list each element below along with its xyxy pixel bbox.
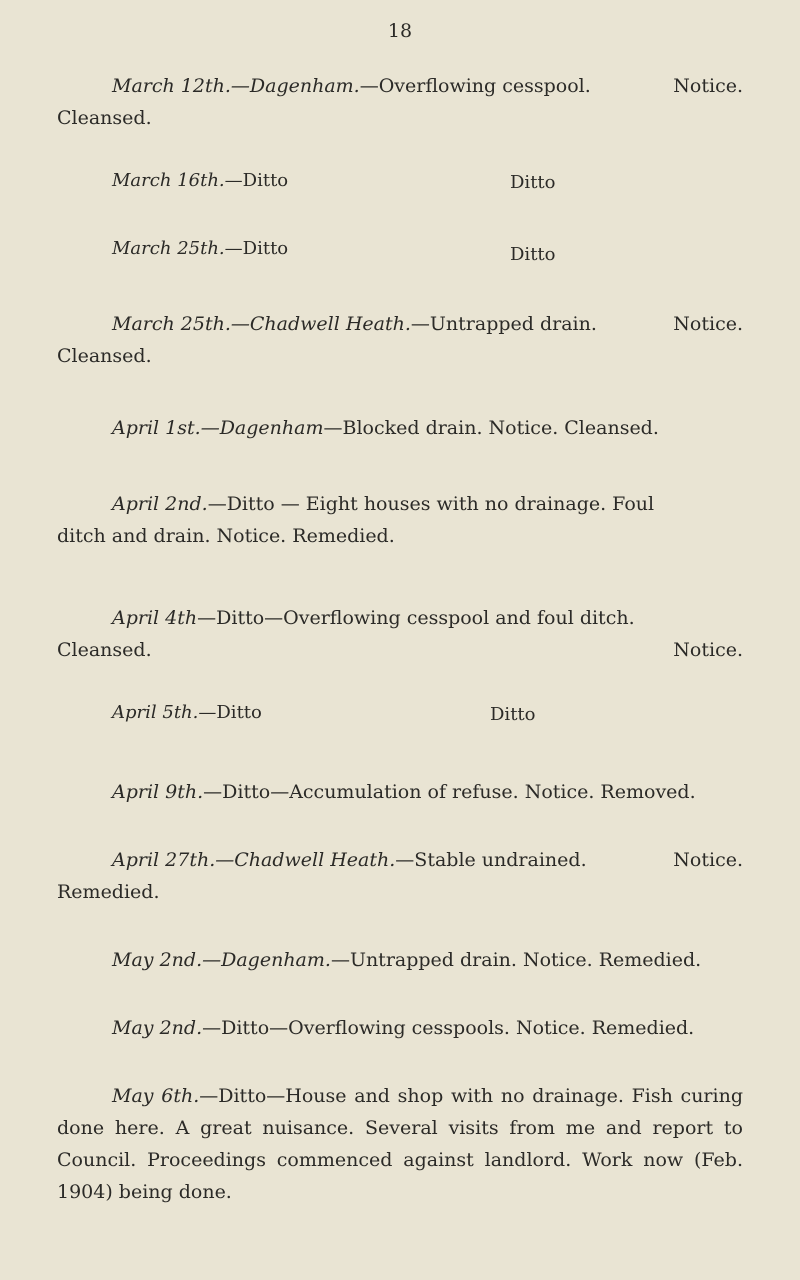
entry-date: March — [112, 238, 172, 259]
entry-place: —Chadwell Heath. — [215, 849, 396, 871]
entry-date: April — [112, 702, 157, 723]
entry-april-9 — [57, 776, 743, 808]
entry-text: —Untrapped drain. — [410, 313, 597, 335]
entry-date: April — [112, 607, 160, 629]
entry-place: —Dagenham — [200, 417, 324, 439]
entry-april-4 — [57, 602, 743, 666]
entry-april-27 — [57, 844, 743, 908]
entry-day: 25th. — [180, 313, 231, 335]
entry-second-line: ditch and drain. Notice. Remedied. — [57, 525, 395, 547]
entry-day: 16th. — [177, 170, 225, 191]
ditto-mark: Ditto — [490, 704, 536, 725]
entry-text: —Ditto—Overflowing cesspools. Notice. Remedied. — [202, 1017, 695, 1039]
entry-day: 27th. — [165, 849, 216, 871]
entry-tail: Notice. — [673, 849, 743, 871]
entry-date: April — [112, 493, 160, 515]
entry-text: —Blocked drain. Notice. Cleansed. — [323, 417, 659, 439]
entry-second-line: Cleansed. — [57, 345, 152, 367]
entry-date: April — [112, 781, 160, 803]
entry-text: —Ditto — [198, 702, 262, 723]
entry-may-2-ditto — [57, 1012, 743, 1044]
entry-day: 2nd. — [159, 1017, 203, 1039]
entry-second-line: Cleansed. — [57, 107, 152, 129]
entry-date: April — [112, 417, 160, 439]
entry-text: —Ditto—House and shop with no drainage. Fish curing done here. A great nuisance. Several visits from me and report to Council. Proceedings commenced against landlord. Work now (Feb. 1904) being done. — [57, 1085, 743, 1203]
entry-day: 25th. — [177, 238, 225, 259]
entry-text: —Untrapped drain. Notice. Remedied. — [330, 949, 702, 971]
entry-second-line: Cleansed. — [57, 639, 152, 661]
entry-day: 6th. — [161, 1085, 200, 1107]
entry-text: —Stable undrained. — [395, 849, 587, 871]
entry-day: 1st. — [165, 417, 201, 439]
entry-day: 5th. — [162, 702, 199, 723]
entry-date: May — [112, 1017, 154, 1039]
entry-second-line: Remedied. — [57, 881, 160, 903]
entry-text: —Ditto — [224, 170, 289, 191]
entry-may-6 — [57, 1080, 743, 1208]
entry-march-25 — [112, 238, 556, 265]
entry-date: March — [112, 313, 175, 335]
ditto-mark: Ditto — [510, 244, 556, 265]
entry-text: —Ditto—Overflowing cesspool and foul ditch. — [197, 607, 635, 629]
entry-may-2 — [57, 944, 743, 976]
entry-place: —Dagenham. — [230, 75, 360, 97]
entry-day: 12th. — [180, 75, 231, 97]
entry-text: —Ditto—Accumulation of refuse. Notice. Removed. — [203, 781, 696, 803]
entry-day: 4th — [165, 607, 198, 629]
ditto-mark: Ditto — [510, 172, 556, 193]
entry-day: 9th. — [165, 781, 204, 803]
entry-date: May — [112, 949, 154, 971]
entry-date: April — [112, 849, 160, 871]
entry-tail: Notice. — [673, 639, 743, 661]
entry-april-1 — [57, 412, 743, 444]
entry-date: March — [112, 170, 172, 191]
entry-date: March — [112, 75, 175, 97]
entry-march-16 — [112, 170, 556, 193]
entry-tail: Notice. — [673, 75, 743, 97]
page-number: 18 — [387, 20, 413, 42]
entry-march-12 — [57, 70, 743, 134]
entry-text: —Ditto — Eight houses with no drainage. Foul — [207, 493, 655, 515]
entry-text: —Ditto — [224, 238, 289, 259]
entry-april-5 — [112, 702, 536, 725]
entry-text: —Overflowing cesspool. — [359, 75, 591, 97]
entry-march-25-chadwell — [57, 308, 743, 372]
entry-april-2 — [57, 488, 743, 552]
entry-place: —Chadwell Heath. — [230, 313, 411, 335]
entry-day: 2nd. — [165, 493, 208, 515]
entry-date: May — [112, 1085, 154, 1107]
entry-tail: Notice. — [673, 313, 743, 335]
entry-day: 2nd. — [159, 949, 203, 971]
entry-place: —Dagenham. — [202, 949, 331, 971]
